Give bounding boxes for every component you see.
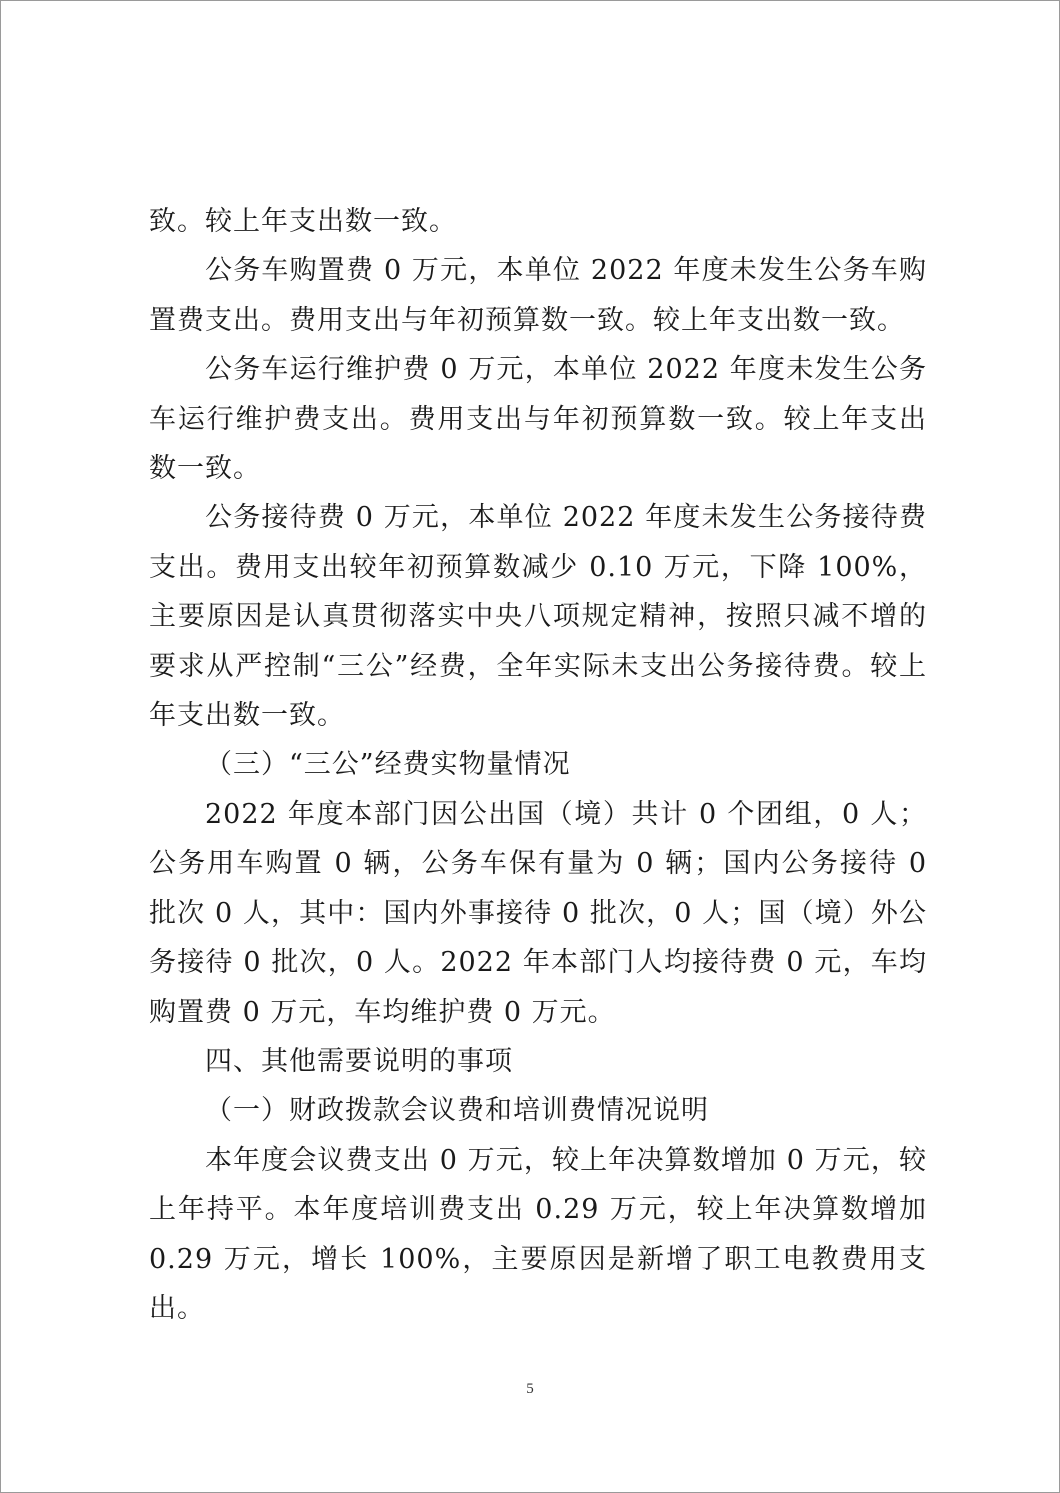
document-body: [149, 197, 927, 1333]
paragraph-vehicle-maintenance-fee: 公务车运行维护费 0 万元，本单位 2022 年度未发生公务车运行维护费支出。费用支出与年初预算数一致。较上年支出数一致。: [149, 354, 927, 485]
paragraph-meeting-training: 本年度会议费支出 0 万元，较上年决算数增加 0 万元，较上年持平。本年度培训费支出 0.29 万元，较上年决算数增加 0.29 万元，增长 100%，主要原因是新增了职工电教费用支出。: [149, 1144, 927, 1324]
paragraph-vehicle-purchase-fee: 公务车购置费 0 万元，本单位 2022 年度未发生公务车购置费支出。费用支出与年初预算数一致。较上年支出数一致。: [149, 255, 927, 336]
page-number: 5: [526, 1381, 534, 1397]
paragraph-reception-fee: 公务接待费 0 万元，本单位 2022 年度未发生公务接待费支出。费用支出较年初预算数减少 0.10 万元，下降 100%，主要原因是认真贯彻落实中央八项规定精神，按照只减不增的要求从严控制“三公”经费，全年实际未支出公务接待费。较上年支出数一致。: [149, 502, 927, 732]
paragraph-continuation: 致。较上年支出数一致。: [149, 206, 457, 237]
section-heading-other-matters: 四、其他需要说明的事项: [205, 1045, 513, 1077]
section-heading-meeting-training: （一）财政拨款会议费和培训费情况说明: [205, 1095, 709, 1127]
paragraph-physical-quantity: 2022 年度本部门因公出国（境）共计 0 个团组，0 人；公务用车购置 0 辆，公务车保有量为 0 辆；国内公务接待 0 批次 0 人，其中：国内外事接待 0 批次，0 人；国（境）外公务接待 0 批次，0 人。2022 年本部门人均接待费 0 元，车均购置费 0 万元，车均维护费 0 万元。: [149, 798, 927, 1028]
section-heading-physical-quantity: （三）“三公”经费实物量情况: [205, 749, 571, 781]
